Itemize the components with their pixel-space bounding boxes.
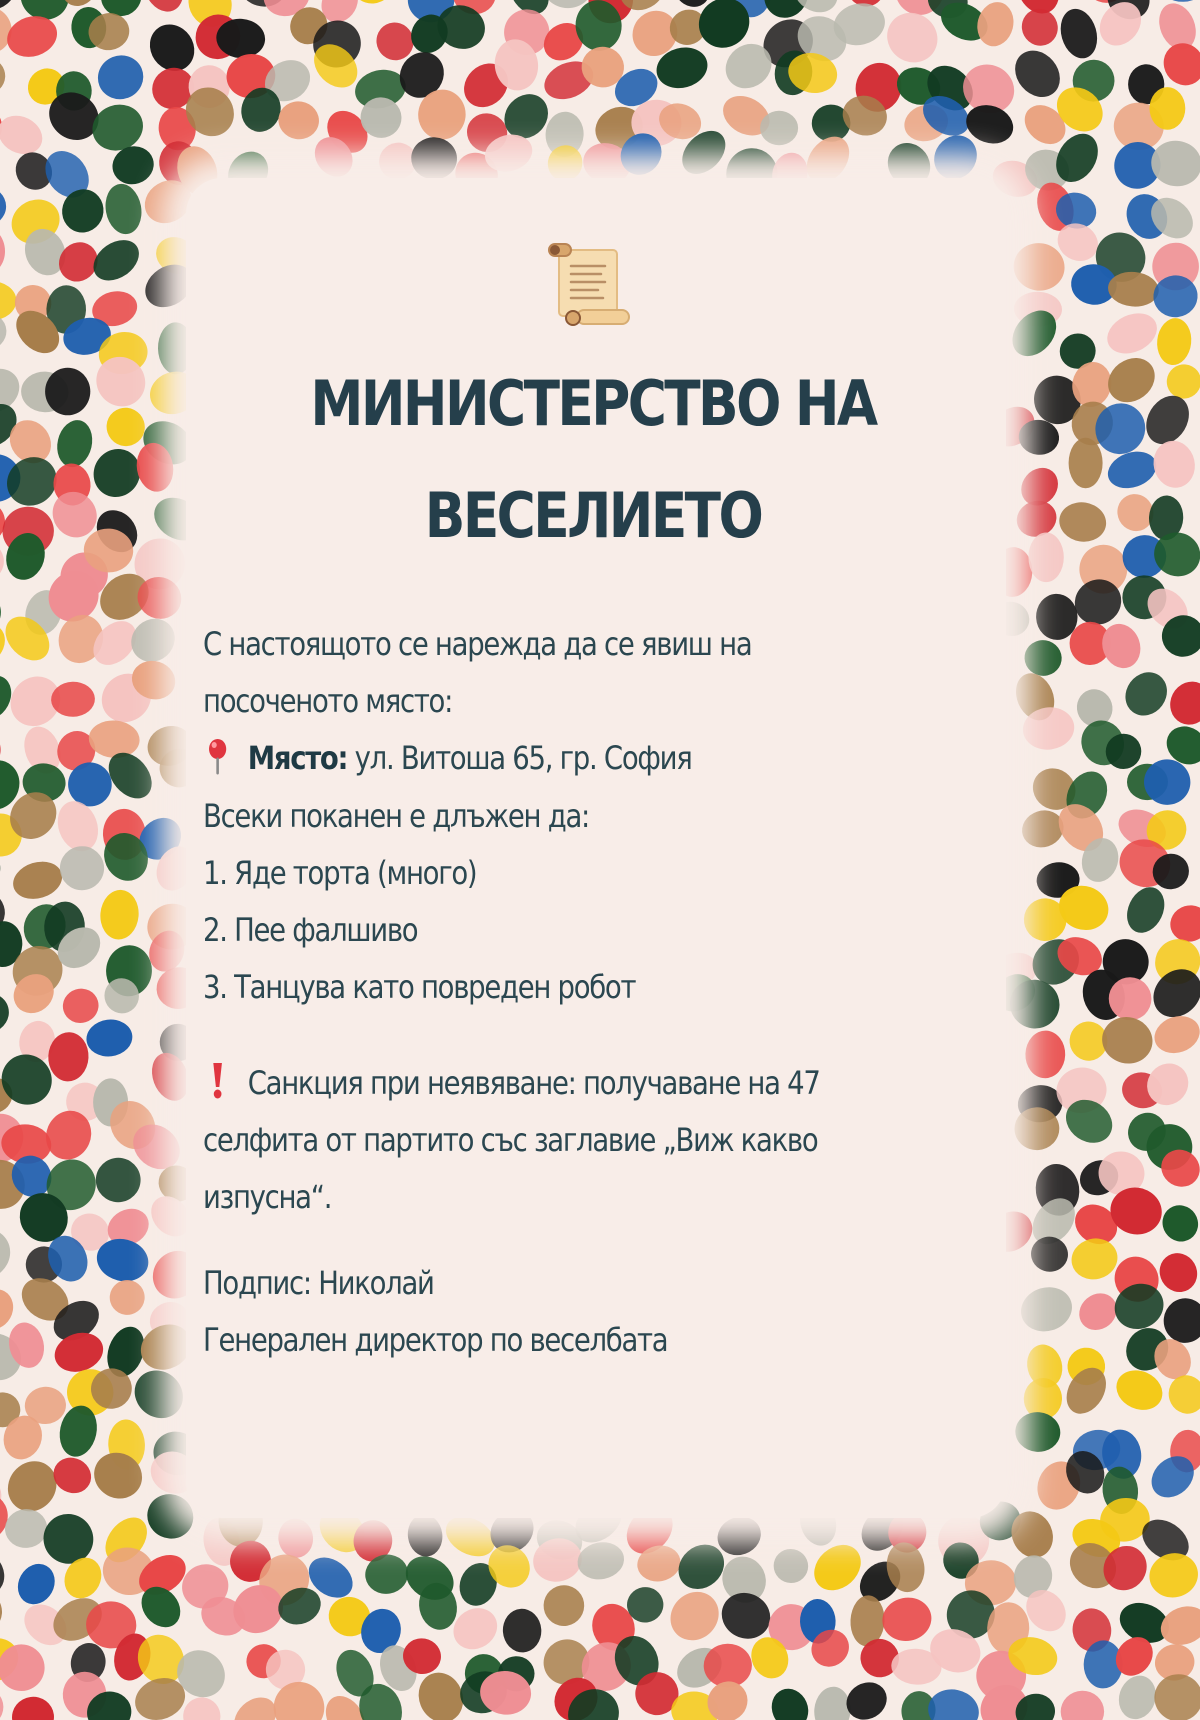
confetti-dot — [84, 1017, 134, 1059]
confetti-dot — [540, 1581, 589, 1630]
confetti-dot — [1015, 3, 1064, 53]
signature-section — [203, 1255, 667, 1369]
confetti-dot — [1015, 1281, 1077, 1338]
confetti-dot — [924, 1685, 983, 1720]
confetti-dot — [1113, 1671, 1161, 1720]
page-title — [258, 348, 929, 572]
confetti-dot — [103, 1273, 152, 1322]
confetti-dot — [1155, 1600, 1200, 1652]
confetti-dot — [1120, 881, 1171, 939]
confetti-dot — [1117, 664, 1175, 724]
confetti-dot — [760, 111, 798, 145]
exclamation-icon — [203, 1060, 232, 1100]
confetti-dot — [1099, 349, 1163, 411]
confetti-dot — [0, 1219, 20, 1290]
sanction-text-1: Санкция при неявяване: получаване на 47 — [247, 1064, 820, 1102]
place-label: Място: — [247, 739, 348, 777]
confetti-dot — [1148, 137, 1200, 190]
confetti-dot — [1028, 1234, 1070, 1274]
confetti-dot — [0, 185, 6, 228]
confetti-dot — [10, 1694, 57, 1720]
confetti-dot — [102, 181, 146, 237]
confetti-dot — [45, 368, 90, 416]
confetti-dot — [1060, 1690, 1104, 1720]
confetti-dot — [1101, 306, 1164, 362]
confetti-dot — [88, 719, 141, 760]
confetti-dot — [1067, 1234, 1122, 1285]
confetti-dot — [3, 1507, 49, 1550]
place-value: ул. Витоша 65, гр. София — [347, 739, 692, 777]
order-line-1: С настоящото се нарежда да се явиш на — [203, 625, 752, 663]
order-line-2: посоченото място: — [203, 682, 453, 720]
confetti-dot — [1156, 1198, 1200, 1248]
confetti-dot — [137, 0, 190, 18]
confetti-dot — [91, 49, 150, 107]
confetti-dot — [1097, 1012, 1157, 1069]
confetti-dot — [410, 136, 458, 181]
confetti-dot — [1163, 675, 1200, 732]
confetti-dot — [1103, 445, 1161, 494]
confetti-dot — [1028, 533, 1063, 583]
signature-line-1: Подпис: Николай — [203, 1264, 434, 1302]
confetti-dot — [766, 1683, 815, 1720]
sanction-line-1 — [203, 1055, 820, 1112]
title-line-1: МИНИСТЕРСТВО НА — [310, 367, 876, 440]
confetti-dot — [1069, 438, 1103, 488]
confetti-dot — [1145, 1548, 1200, 1602]
confetti-dot — [0, 57, 6, 94]
sanction-line-2: селфита от партито със заглавие „Виж какво — [203, 1121, 818, 1159]
confetti-dot — [1149, 437, 1200, 492]
confetti-dot — [1096, 618, 1146, 673]
pin-icon — [203, 735, 232, 775]
confetti-dot — [0, 538, 7, 584]
duty-item-3: 3. Танцува като повреден робот — [203, 968, 636, 1006]
signature-line-2: Генерален директор по веселбата — [203, 1321, 668, 1359]
confetti-dot — [1055, 5, 1103, 63]
confetti-dot — [805, 1536, 870, 1600]
scroll-icon — [543, 240, 635, 330]
title-line-2: ВЕСЕЛИЕТО — [424, 479, 762, 552]
duties-intro: Всеки поканен е длъжен да: — [203, 797, 590, 835]
confetti-dot — [0, 1546, 11, 1599]
confetti-dot — [973, 0, 1018, 50]
confetti-dot — [51, 681, 96, 718]
confetti-dot — [661, 1582, 729, 1650]
order-text — [203, 616, 751, 787]
confetti-dot — [0, 108, 49, 161]
confetti-dot — [405, 1512, 445, 1559]
confetti-dot — [768, 1544, 813, 1589]
confetti-dot — [0, 988, 14, 1039]
confetti-dot — [11, 1557, 62, 1611]
confetti-dot — [99, 400, 153, 454]
duty-item-2: 2. Пее фалшиво — [203, 911, 418, 949]
confetti-dot — [276, 98, 322, 142]
confetti-dot — [812, 1685, 852, 1720]
confetti-dot — [276, 1517, 315, 1560]
place-line — [203, 730, 751, 787]
confetti-dot — [0, 221, 9, 280]
duties-section — [203, 788, 635, 1016]
confetti-dot — [0, 1589, 4, 1634]
confetti-dot — [1149, 1010, 1200, 1059]
confetti-dot — [1059, 1361, 1114, 1421]
confetti-dot — [59, 984, 103, 1027]
confetti-dot — [1022, 638, 1064, 679]
confetti-dot — [1025, 1030, 1066, 1079]
confetti-dot — [55, 842, 109, 895]
confetti-dot — [0, 281, 17, 321]
confetti-dot — [1155, 316, 1194, 366]
confetti-dot — [1150, 87, 1186, 130]
confetti-dot — [125, 1361, 193, 1428]
confetti-dot — [879, 1593, 936, 1645]
confetti-dot — [1152, 1671, 1200, 1720]
duty-item-1: 1. Яде торта (много) — [203, 854, 477, 892]
sanction-line-3: изпусна“. — [203, 1178, 332, 1216]
confetti-dot — [8, 856, 66, 905]
sanction-section — [203, 1055, 820, 1226]
confetti-dot — [501, 1608, 542, 1654]
confetti-dot — [86, 232, 147, 289]
confetti-dot — [53, 417, 97, 471]
confetti-dot — [1159, 0, 1200, 3]
confetti-dot — [574, 1538, 627, 1583]
confetti-dot — [1014, 1410, 1062, 1453]
confetti-dot — [1056, 499, 1109, 545]
confetti-dot — [98, 888, 140, 941]
confetti-dot — [1161, 1296, 1200, 1346]
confetti-dot — [1153, 1246, 1200, 1299]
confetti-dot — [92, 1154, 144, 1206]
